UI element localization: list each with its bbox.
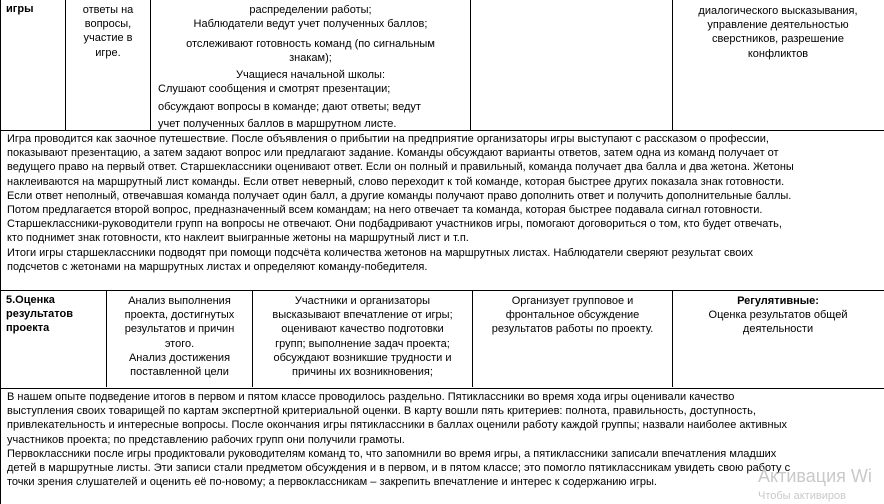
text-line: высказывают впечатление от игры;	[272, 309, 453, 322]
text-line: точки зрения слушателей и оценить её по-новому; а первоклассникам – закрепить впечатление и интерес к содержанию игры.	[7, 476, 657, 489]
row5-teacher-cell	[473, 294, 672, 337]
text-line: Учащиеся начальной школы:	[235, 69, 386, 81]
text-line: Итоги игры старшеклассники подводят при помощи подсчёта количества жетонов на маршрутных листах. Наблюдатели сверяют результат своих	[7, 246, 753, 259]
text-line: подсчетов с жетонами на маршрутных листах и определяют команду-победителя.	[7, 260, 428, 273]
text-line: выступления своих товарищей по картам экспертной критериальной оценки. В карту вошли пять критериев: полнота, правильность, доступность,	[7, 405, 756, 418]
text-line: привлекательность и интересные вопросы. После окончания игры пятиклассники в баллах оценили работу каждой группы; назвали наиболее активных	[7, 419, 787, 432]
text-line: ведущего право на первый ответ. Старшеклассники оценивают ответ. Если он полный и правильный, команда получает два балла и два жетона. Жетоны	[7, 161, 794, 174]
text-line: учет полученных баллов в маршрутном листе.	[158, 118, 397, 130]
text-line: причины их возникновения;	[292, 366, 433, 379]
text-line: Участники и организаторы	[294, 295, 431, 307]
activation-watermark-subtitle: Чтобы активиров	[758, 490, 846, 502]
text-line: обсуждают вопросы в команде; дают ответы; ведут	[158, 101, 421, 113]
text-line: игры	[6, 3, 34, 15]
text-line: результатов работы по проекту.	[491, 323, 654, 336]
text-line: сверстников, разрешение	[712, 33, 844, 46]
row5-form-cell	[107, 294, 252, 379]
uud-title: Регулятивные:	[737, 295, 819, 307]
text-line: отслеживают готовность команд (по сигнальным	[186, 38, 435, 50]
row5-uud-cell	[673, 294, 883, 337]
text-line: Игра проводится как заочное путешествие. После объявления о прибытии на предприятие организаторы игры выступают с рассказом о профессии,	[7, 133, 769, 145]
text-line: проекта	[6, 322, 50, 335]
text-line: показывают презентацию, а затем задают вопрос или предлагают задание. Команды обсуждают варианты ответов, затем одна из команд получает от	[7, 147, 779, 160]
text-line: Старшеклассники-руководители групп на вопросы не отвечают. Они подбадривают участников игры, помогают договориться о том, кто будет отвечать,	[7, 218, 782, 231]
text-line: Первоклассники после игры продиктовали руководителям команд то, что запомнили во время игры, а пятиклассники записали впечатления младших	[7, 447, 777, 460]
description-paragraph-1	[7, 132, 794, 274]
activation-watermark-title: Активация Wi	[758, 466, 872, 486]
text-line: участие в	[83, 32, 133, 45]
text-line: игре.	[95, 46, 121, 59]
text-line: Оценка результатов общей	[708, 309, 848, 322]
description-paragraph-2	[7, 390, 790, 489]
text-line: оценивают качество подготовки	[281, 323, 444, 336]
text-line: ответы на	[82, 4, 134, 16]
text-line: поставленной цели	[130, 366, 229, 379]
row1-stage-cell	[6, 2, 33, 16]
text-line: Анализ выполнения	[128, 295, 231, 307]
text-line: детей в маршрутные листы. Эти записи стали предметом обсуждения и в первом, и в пятом классе; это помогло пятиклассникам увидеть свою работу с	[7, 462, 791, 475]
row1-uud-cell	[673, 4, 883, 61]
text-line: диалогического высказывания,	[698, 5, 858, 17]
text-line: результатов	[6, 308, 74, 321]
text-line: участников проекта; по представлению рабочих групп они получили грамоты.	[7, 433, 405, 446]
text-line: обсуждают возникшие трудности и	[273, 351, 452, 364]
text-line: проекта, достигнутых	[124, 309, 235, 322]
text-line: знакам);	[289, 52, 332, 64]
text-line: Слушают сообщения и смотрят презентации;	[158, 83, 391, 95]
text-line: Наблюдатели ведут учет полученных баллов;	[193, 18, 428, 30]
text-line: деятельности	[742, 323, 814, 336]
text-line: конфликтов	[747, 47, 809, 60]
text-line: вопросы,	[84, 18, 132, 31]
text-line: 5.Оценка	[6, 294, 55, 306]
text-line: результатов и причин	[124, 323, 235, 336]
cell-divider	[470, 0, 471, 130]
text-line: распределении работы;	[249, 4, 372, 16]
text-line: наклеиваются на маршрутный лист команды. Если ответ неверный, слово переходит к той команде, которая быстрее других показала знак готовности.	[7, 175, 785, 188]
text-line: Если ответ неполный, отвечавшая команда получает один балл, а другие команды получают право дополнить ответ и получить дополнительные баллы.	[7, 189, 792, 202]
text-line: этого.	[164, 337, 195, 350]
row5-stage-cell	[6, 293, 73, 336]
text-line: групп; выполнение задач проекта;	[275, 337, 450, 350]
text-line: кто поднимет знак готовности, кто наклеит выигранные жетоны на маршрутный лист и т.п.	[7, 232, 469, 245]
text-line: Потом предлагается второй вопрос, предназначенный всем командам; на него отвечает та команда, которая быстрее подавала сигнал готовности.	[7, 204, 763, 217]
text-line: В нашем опыте подведение итогов в первом и пятом классе проводилось раздельно. Пятиклассники во время хода игры оценивали качество	[7, 391, 735, 403]
text-line: фронтальное обсуждение	[505, 309, 640, 322]
row1-form-cell	[66, 3, 150, 60]
row5-students-cell	[253, 294, 472, 379]
text-line: Организует групповое и	[511, 295, 634, 307]
text-line: Анализ достижения	[128, 351, 231, 364]
text-line: управление деятельностью	[707, 19, 849, 32]
